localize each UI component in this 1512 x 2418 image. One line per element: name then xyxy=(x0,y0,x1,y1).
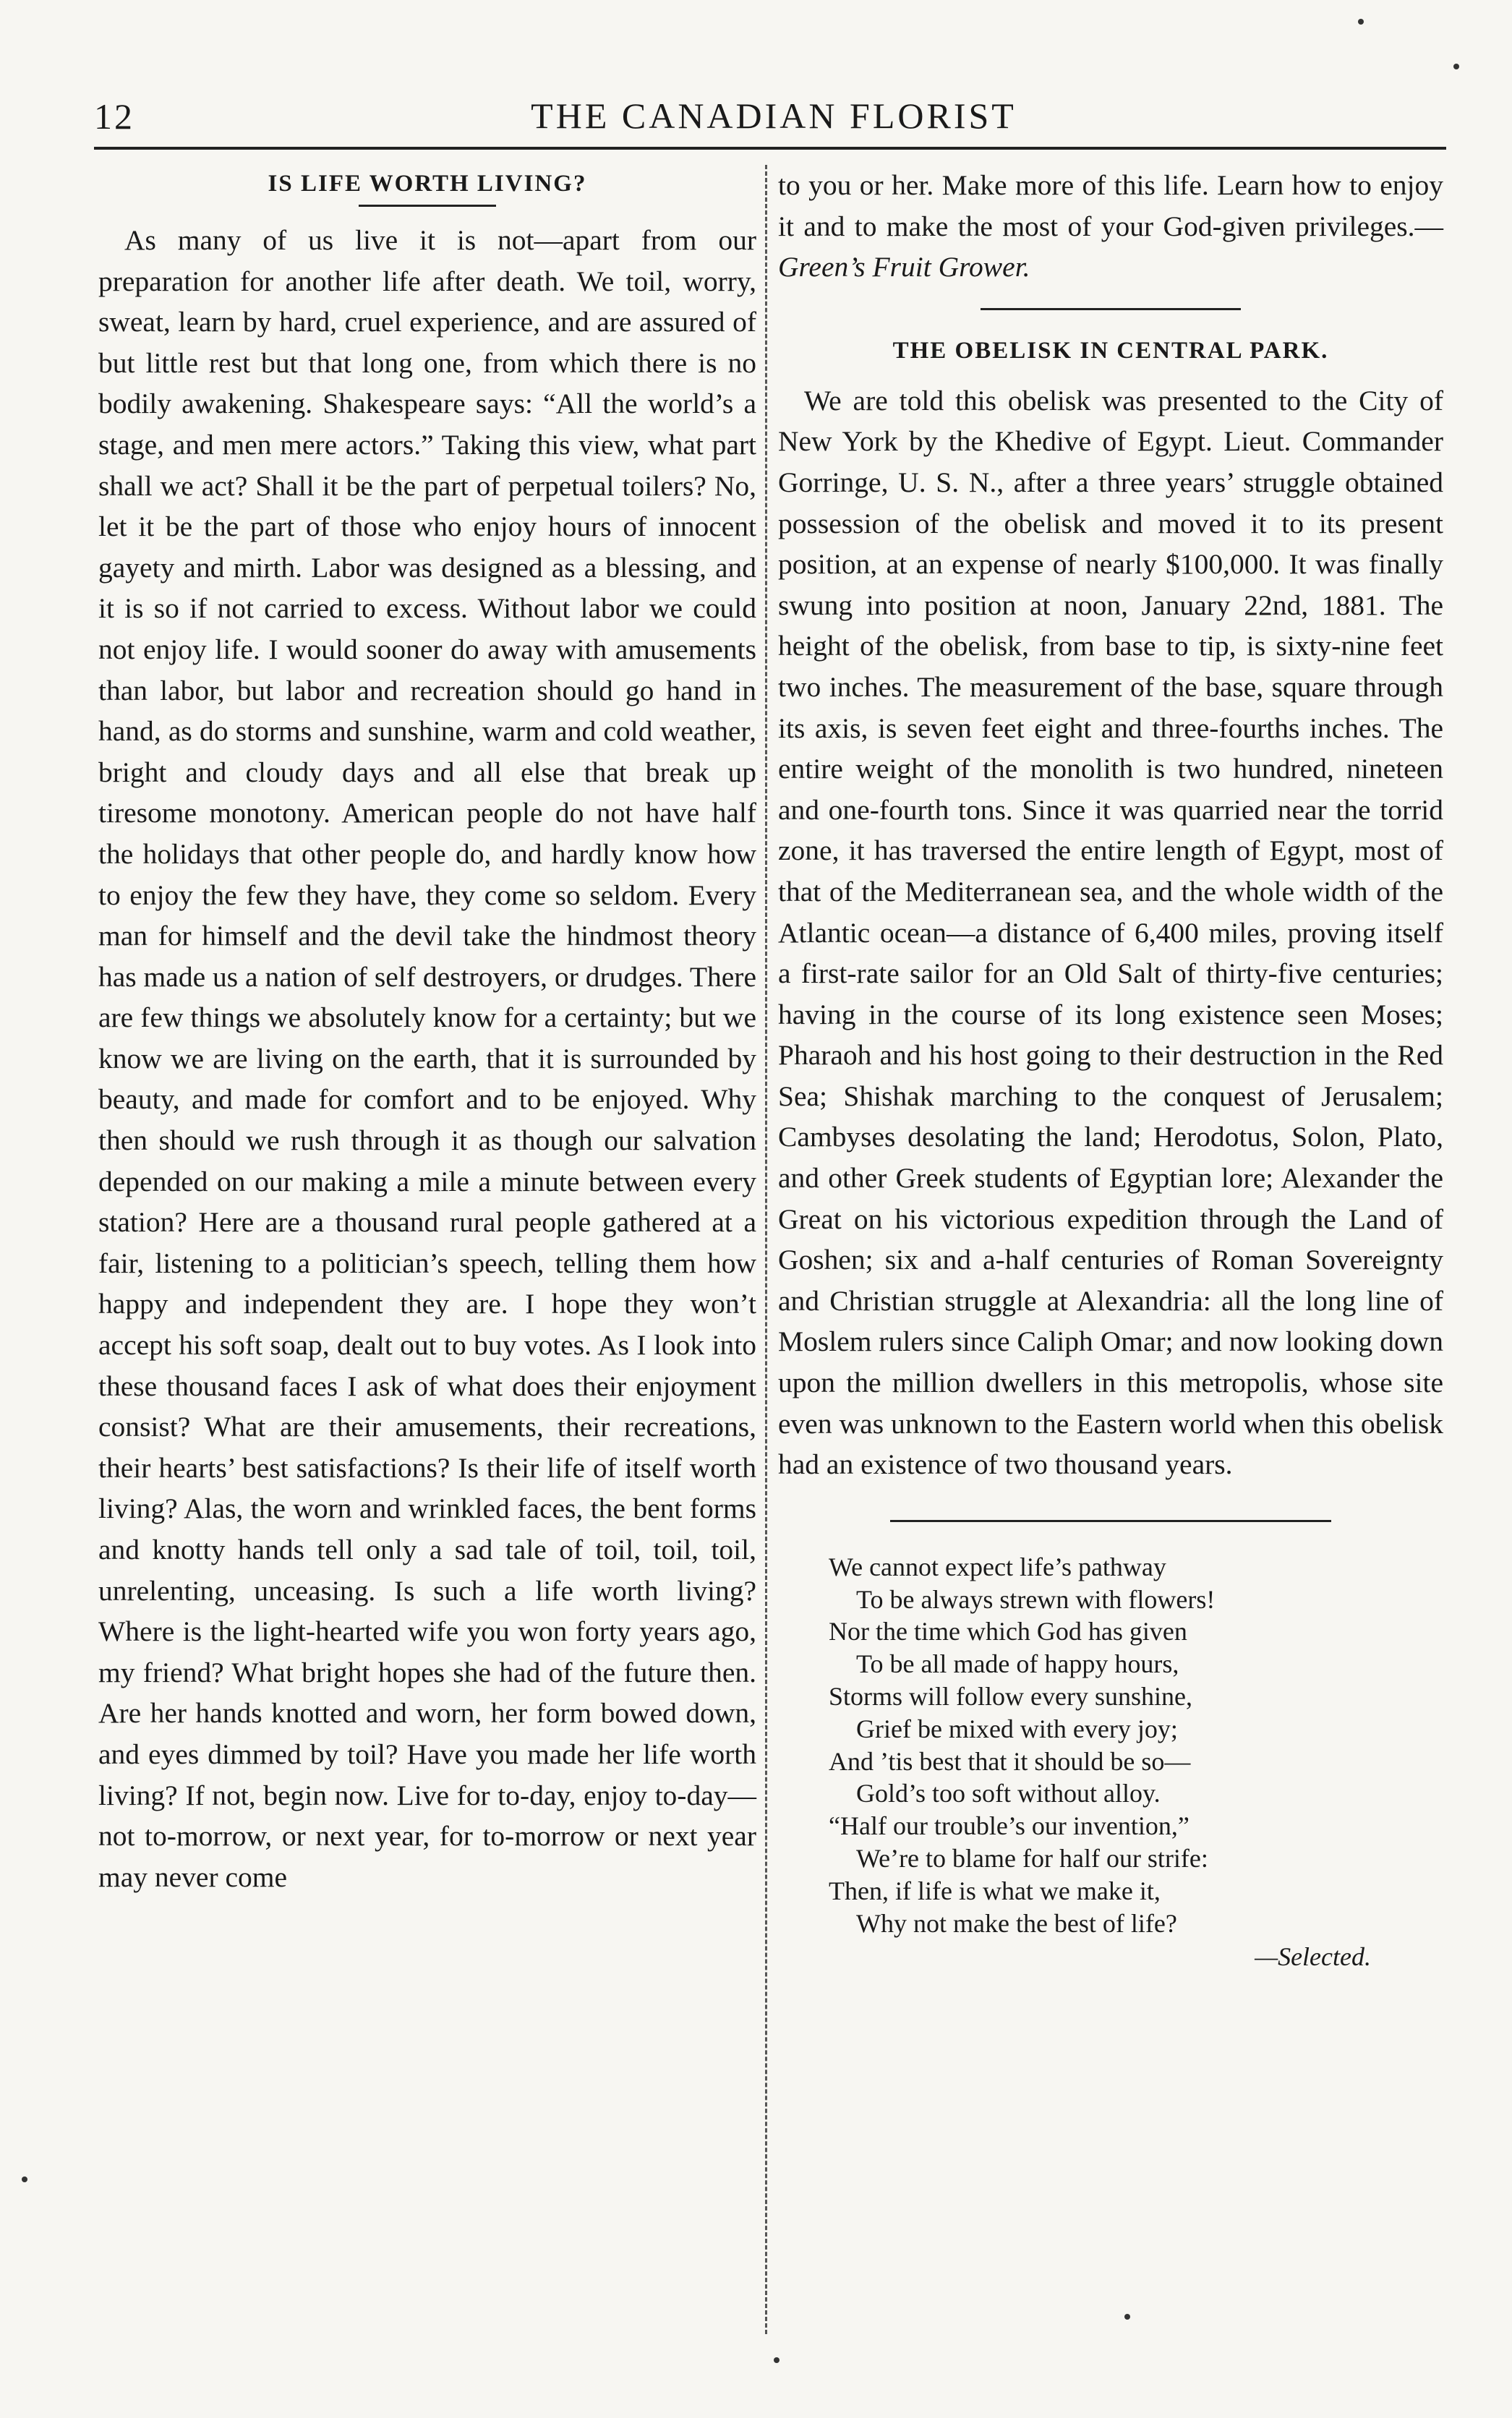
poem-line: To be always strewn with flowers! xyxy=(856,1584,1216,1614)
scan-speck xyxy=(774,2357,780,2363)
article-title-obelisk: THE OBELISK IN CENTRAL PARK. xyxy=(892,337,1329,364)
poem-line: To be all made of happy hours, xyxy=(856,1649,1179,1679)
article-title-life: IS LIFE WORTH LIVING? xyxy=(268,171,587,197)
article-body-obelisk: We are told this obelisk was presented to the City of New York by the Khedive of Egypt. Lieut. Commander Gorringe, U. S. N., after a three years’ struggle obtained possession of the obelisk and moved it to its present position, at an expense of nearly $100,000. It was finally swung into position at noon, January 22nd, 1881. The height of the obelisk, from base to tip, is sixty-nine feet two inches. The measurement of the base, square through its axis, is seven feet eight and three-fourths inches. The entire weight of the monolith is two hundred, nineteen and one-fourth tons. Since it was quarried near the torrid zone, it has traversed the entire length of Egypt, most of that of the Mediterranean sea, and the whole width of the Atlantic ocean—a distance of 6,400 miles, proving itself a first-rate sailor for an Old Salt of thirty-five centuries; having in the course of its long existence seen Moses; Pharaoh and his host going to their destruction in the Red Sea; Shishak marching to the conquest of Jerusalem; Cambyses desolating the land; Herodotus, Solon, Plato, and other Greek students of Egyptian lore; Alexander the Great on his victorious expedition through the Land of Goshen; six and a-half centuries of Roman Sovereignty and Christian struggle at Alexandria: all the long line of Moslem rulers since Caliph Omar; and now looking down upon the million dwellers in this metropolis, whose site even was unknown to the Eastern world when this obelisk had an existence of two thousand years. xyxy=(778,384,1443,1481)
column-divider xyxy=(765,165,767,2334)
page-header xyxy=(94,87,1453,145)
header-rule xyxy=(94,147,1446,150)
poem-separator xyxy=(890,1520,1331,1522)
article-source: Green’s Fruit Grower. xyxy=(778,251,1030,283)
poem-line: We cannot expect life’s pathway xyxy=(829,1552,1166,1581)
poem-line: Why not make the best of life? xyxy=(856,1908,1177,1938)
poem xyxy=(829,1551,1443,1973)
right-column xyxy=(778,165,1443,1973)
article-continuation-life xyxy=(778,165,1443,288)
running-title: THE CANADIAN FLORIST xyxy=(531,95,1017,136)
poem-line: Then, if life is what we make it, xyxy=(829,1876,1161,1905)
scan-speck xyxy=(1358,19,1364,25)
poem-signature: —Selected. xyxy=(1255,1942,1371,1972)
poem-line: And ’tis best that it should be so— xyxy=(829,1746,1191,1776)
poem-line: Grief be mixed with every joy; xyxy=(856,1714,1178,1743)
poem-line: Nor the time which God has given xyxy=(829,1617,1187,1646)
continuation-text: to you or her. Make more of this life. Learn how to enjoy it and to make the most of your God-given privileges.— xyxy=(778,169,1443,242)
scan-speck xyxy=(1124,2314,1130,2320)
article-body-life: As many of us live it is not—apart from our preparation for another life after death. We toil, worry, sweat, learn by hard, cruel experience, and are assured of but little rest but that long one, from which there is no bodily awakening. Shakespeare says: “All the world’s a stage, and men mere actors.” Taking this view, what part shall we act? Shall it be the part of perpetual toilers? No, let it be the part of those who enjoy hours of innocent gayety and mirth. Labor was designed as a blessing, and it is so if not carried to excess. Without labor we could not enjoy life. I would sooner do away with amusements than labor, but labor and recreation should go hand in hand, as do storms and sunshine, warm and cold weather, bright and cloudy days and all else that break up tiresome monotony. American people do not have half the holidays that other people do, and hardly know how to enjoy the few they have, they come so seldom. Every man for himself and the devil take the hindmost theory has made us a nation of self destroyers, or drudges. There are few things we absolutely know for a certainty; but we know we are living on the earth, that it is surrounded by beauty, and made for comfort and to be enjoyed. Why then should we rush through it as though our salvation depended on our making a mile a minute between every station? Here are a thousand rural people gathered at a fair, listening to a politician’s speech, telling them how happy and independent they are. I hope they won’t accept his soft soap, dealt out to buy votes. As I look into these thousand faces I ask of what does their enjoyment consist? What are their amusements, their recreations, their hearts’ best satisfactions? Is their life of itself worth living? Alas, the worn and wrinkled faces, the bent forms and knotty hands tell only a sad tale of toil, toil, toil, unrelenting, unceasing. Is such a life worth living? Where is the light-hearted wife you won forty years ago, my friend? What bright hopes she had of the future then. Are her hands knotted and worn, her form bowed down, and eyes dimmed by toil? Have you made her life worth living? If not, begin now. Live for to-day, enjoy to-day—not to-morrow, or next year, for to-morrow or next year may never come xyxy=(98,224,756,1893)
left-column xyxy=(98,165,756,1897)
scan-speck xyxy=(1453,64,1459,69)
scan-speck xyxy=(22,2176,27,2182)
article-separator xyxy=(981,308,1241,310)
poem-line: Gold’s too soft without alloy. xyxy=(856,1779,1161,1808)
title-underline xyxy=(359,205,496,207)
poem-line: “Half our trouble’s our invention,” xyxy=(829,1811,1189,1841)
page-number: 12 xyxy=(94,96,134,137)
poem-line: We’re to blame for half our strife: xyxy=(856,1843,1208,1873)
poem-line: Storms will follow every sunshine, xyxy=(829,1682,1192,1711)
